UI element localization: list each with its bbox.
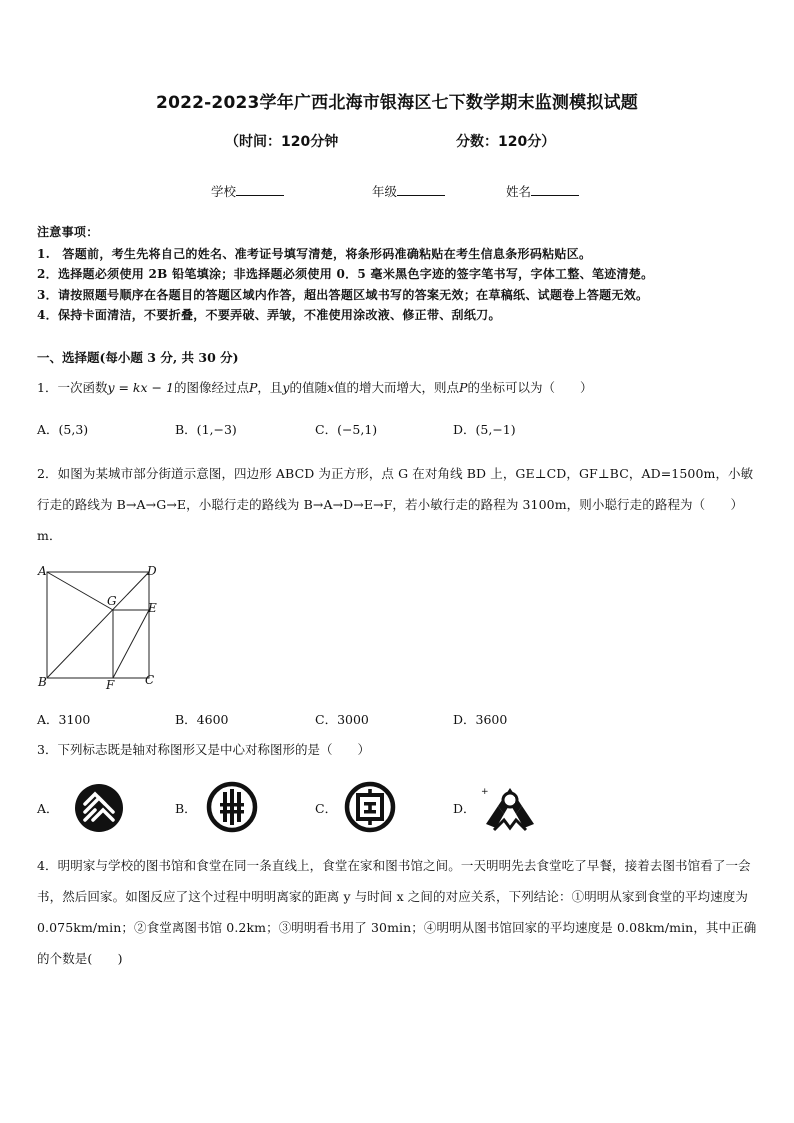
q1-point: P [459,380,468,395]
question-3: 3．下列标志既是轴对称图形又是中心对称图形的是（ ） [37,742,370,757]
question-4: 4．明明家与学校的图书馆和食堂在同一条直线上，食堂在家和图书馆之间。一天明明先去食堂吃了早餐，接着去图书馆看了一会书，然后回家。如图反应了这个过程中明明离家的距离 y 与时间 x 之间的对应关系，下列结论：①明明从家到食堂的平均速度为 0.075km/min；②食堂离图书馆 0.2km；③明明看书用了 30min；④明明从图书馆回家的平均速度是 0.08km/min，其中正确的个数是( ) [37,858,757,966]
notice-item: 3．请按照题号顺序在各题目的答题区域内作答，超出答题区域书写的答案无效；在草稿纸、试题卷上答题无效。 [37,288,649,302]
label-a: A [38,564,47,578]
section-title: 一、选择题(每小题 3 分, 共 30 分) [37,350,239,365]
label-e: E [148,601,157,615]
label-f: F [106,678,115,692]
svg-text:+: + [481,787,489,797]
q2-option-c[interactable]: C．3000 [315,712,369,727]
q1-option-c[interactable]: C．(−5,1) [315,422,378,437]
q2-option-a[interactable]: A．3100 [37,712,91,727]
notice-item: 2．选择题必须使用 2B 铅笔填涂；非选择题必须使用 0．5 毫米黑色字迹的签字笔书写，字体工整、笔迹清楚。 [37,267,654,281]
name-blank[interactable] [531,183,579,196]
q3-option-c[interactable]: C． [315,801,338,816]
notice-title: 注意事项： [37,225,99,239]
q1-prefix: 1．一次函数 [37,380,108,395]
page-title: 2022-2023学年广西北海市银海区七下数学期末监测模拟试题 [156,93,638,113]
q1-option-a[interactable]: A．(5,3) [37,422,89,437]
exam-time: （时间：120分钟 [225,134,339,150]
q3-option-a[interactable]: A． [37,801,59,816]
q2-option-d[interactable]: D．3600 [453,712,508,727]
construction-bank-logo-icon [480,782,540,834]
notice-item: 4．保持卡面清洁，不要折叠，不要弄破、弄皱，不准使用涂改液、修正带、刮纸刀。 [37,308,501,322]
school-blank[interactable] [236,183,284,196]
school-field [211,182,284,200]
grade-field [372,182,445,200]
q1-text: 的图像经过点 [173,380,249,395]
q1-option-b[interactable]: B．(1,−3) [175,422,237,437]
q1-text: 值的增大而增大，则点 [334,380,460,395]
label-g: G [107,594,117,608]
icbc-logo-icon [344,781,396,833]
label-c: C [145,673,155,687]
q1-text: 的坐标可以为（ ） [467,380,593,395]
q1-formula: y = kx − 1 [107,380,174,395]
diagonal-bd [47,572,149,678]
label-b: B [38,675,47,689]
q1-text: 的值随 [289,380,327,395]
notice-item: 1. 答题前，考生先将自己的姓名、准考证号填写清楚，将条形码准确粘贴在考生信息条形码粘贴区。 [37,247,592,261]
q1-point: P [248,380,258,395]
q1-option-d[interactable]: D．(5,−1) [453,422,516,437]
q1-text: ，且 [257,380,283,395]
school-label: 学校 [211,184,237,199]
segment-fe [113,610,149,678]
exam-score: 分数：120分） [456,134,556,150]
q1-var-y: y [282,380,290,395]
grade-blank[interactable] [397,183,445,196]
grade-label: 年级 [372,184,398,199]
q3-option-d[interactable]: D． [453,801,476,816]
segment-ag [47,572,113,610]
agricultural-bank-logo-icon [206,781,258,833]
china-mobile-logo-icon [73,782,125,834]
question-1 [37,378,592,396]
name-field [506,182,579,200]
question-2: 2．如图为某城市部分街道示意图，四边形 ABCD 为正方形，点 G 在对角线 BD 上，GE⊥CD，GF⊥BC，AD=1500m，小敏行走的路线为 B→A→G→E，小聪行走的路线为 B→A→D→E→F，若小敏行走的路程为 3100m，则小聪行走的路程为（ ）m． [37,466,754,543]
label-d: D [147,564,157,578]
name-label: 姓名 [506,184,532,199]
q3-option-b[interactable]: B． [175,801,197,816]
q2-option-b[interactable]: B．4600 [175,712,229,727]
q1-var-x: x [326,380,335,395]
